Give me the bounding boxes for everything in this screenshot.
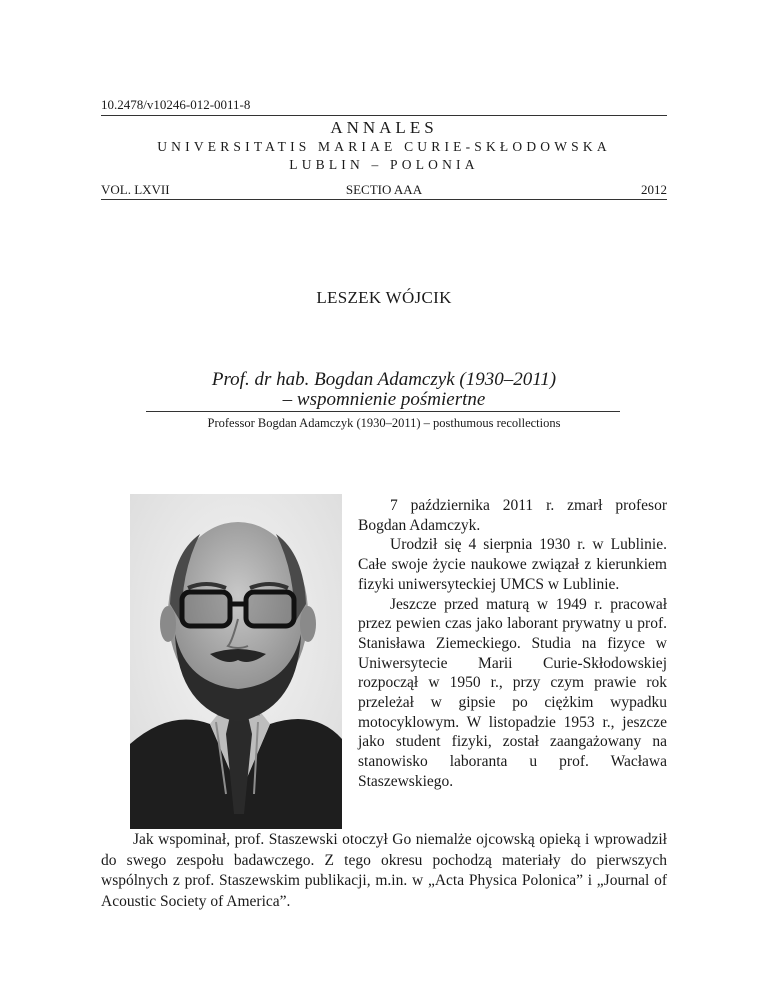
doi: 10.2478/v10246-012-0011-8 (101, 97, 251, 112)
column-paragraph: Jeszcze przed maturą w 1949 r. pracował przez pewien czas jako laborant prywatny u prof. Stanisława Ziemeckiego. Studia na fizyce w Uniwersytecie Marii Curie-Skłodowskiej rozpoczął w 1950 r., przy czym prawie rok przeleżał w gipsie po ciężkim wypadku motocyklowym. W listopadzie 1953 r., jeszcze jako student fizyki, został zaangażowany na stanowisko laboranta u prof. Wacława Staszewskiego. (358, 595, 667, 790)
body-text (101, 830, 667, 912)
author-name: LESZEK WÓJCIK (316, 288, 452, 307)
article-title (0, 370, 768, 410)
header-top-rule (101, 115, 667, 116)
text-column (358, 496, 667, 792)
volume: VOL. LXVII (101, 182, 170, 197)
english-title: Professor Bogdan Adamczyk (1930–2011) – posthumous recollections (207, 416, 561, 430)
title-line-1: Prof. dr hab. Bogdan Adamczyk (1930–2011) (211, 369, 557, 390)
column-paragraph: 7 października 2011 r. zmarł profesor Bogdan Adamczyk. (358, 497, 667, 534)
column-paragraph: Urodził się 4 sierpnia 1930 r. w Lublinie. Całe swoje życie naukowe związał z kierunkiem fizyki uniwersyteckiej UMCS w Lublinie. (358, 536, 667, 593)
location: LUBLIN – POLONIA (289, 157, 479, 172)
section: SECTIO AAA (345, 182, 423, 197)
portrait-photo (130, 494, 342, 829)
header-bottom-rule (101, 199, 667, 200)
title-line-2: – wspomnienie pośmiertne (282, 389, 486, 410)
year: 2012 (641, 182, 667, 197)
body-paragraph: Jak wspominał, prof. Staszewski otoczył Go niemalże ojcowską opieką i wprowadził do swego zespołu badawczego. Z tego okresu pochodzą materiały do pierwszych wspólnych z prof. Staszewskim publikacji, m.in. w „Acta Physica Polonica” i „Journal of Acoustic Society of America”. (101, 831, 667, 910)
title-rule (146, 411, 620, 412)
university-name: UNIVERSITATIS MARIAE CURIE-SKŁODOWSKA (157, 139, 611, 154)
journal-name: ANNALES (330, 118, 438, 137)
